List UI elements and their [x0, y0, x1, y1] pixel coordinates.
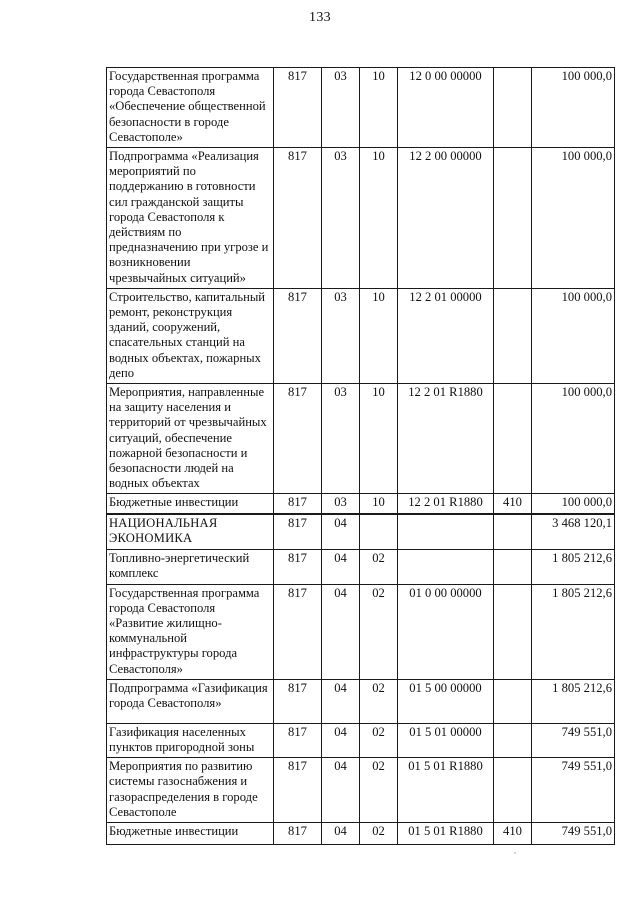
row-name: Бюджетные инвестиции [107, 494, 274, 514]
table-row [107, 823, 615, 845]
section-code: 03 [322, 68, 360, 148]
row-name: Подпрограмма «Газификация города Севастополя» [107, 679, 274, 723]
table-row [107, 68, 615, 148]
expense-type-code [494, 514, 532, 550]
target-article-code: 12 0 00 00000 [398, 68, 494, 148]
section-code: 03 [322, 494, 360, 514]
ministry-code: 817 [274, 68, 322, 148]
row-name: Мероприятия, направленные на защиту населения и территорий от чрезвычайных ситуаций, обеспечение пожарной безопасности и безопасности людей на водных объектах [107, 384, 274, 494]
expense-type-code [494, 384, 532, 494]
table-row [107, 384, 615, 494]
target-article-code: 12 2 00 00000 [398, 148, 494, 289]
subsection-code: 10 [360, 68, 398, 148]
target-article-code: 01 5 01 00000 [398, 723, 494, 757]
amount: 100 000,0 [532, 148, 615, 289]
target-article-code: 01 5 01 R1880 [398, 823, 494, 845]
target-article-code: 12 2 01 R1880 [398, 494, 494, 514]
amount: 100 000,0 [532, 288, 615, 383]
target-article-code: 12 2 01 00000 [398, 288, 494, 383]
subsection-code: 02 [360, 584, 398, 679]
ministry-code: 817 [274, 679, 322, 723]
target-article-code: 01 5 00 00000 [398, 679, 494, 723]
table-row [107, 550, 615, 584]
amount: 749 551,0 [532, 823, 615, 845]
amount: 1 805 212,6 [532, 679, 615, 723]
expense-type-code: 410 [494, 823, 532, 845]
amount: 749 551,0 [532, 723, 615, 757]
subsection-code: 02 [360, 550, 398, 584]
table-row [107, 584, 615, 679]
table-row [107, 679, 615, 723]
expense-type-code [494, 288, 532, 383]
row-name: Государственная программа города Севастополя «Обеспечение общественной безопасности в городе Севастополе» [107, 68, 274, 148]
expense-type-code [494, 550, 532, 584]
ministry-code: 817 [274, 823, 322, 845]
row-name: НАЦИОНАЛЬНАЯ ЭКОНОМИКА [107, 514, 274, 550]
budget-allocation-table [106, 67, 615, 845]
table-row [107, 288, 615, 383]
row-name: Топливно-энергетический комплекс [107, 550, 274, 584]
amount: 100 000,0 [532, 68, 615, 148]
table-row [107, 514, 615, 550]
row-name: Мероприятия по развитию системы газоснабжения и газораспределения в городе Севастополе [107, 758, 274, 823]
section-code: 04 [322, 723, 360, 757]
row-name: Государственная программа города Севастополя «Развитие жилищно-коммунальной инфраструктуры города Севастополя» [107, 584, 274, 679]
expense-type-code [494, 758, 532, 823]
section-code: 04 [322, 514, 360, 550]
row-name: Бюджетные инвестиции [107, 823, 274, 845]
expense-type-code: 410 [494, 494, 532, 514]
expense-type-code [494, 148, 532, 289]
row-name: Строительство, капитальный ремонт, реконструкция зданий, сооружений, спасательных станций на водных объектах, пожарных депо [107, 288, 274, 383]
amount: 100 000,0 [532, 384, 615, 494]
target-article-code: 01 5 01 R1880 [398, 758, 494, 823]
subsection-code: 10 [360, 384, 398, 494]
amount: 100 000,0 [532, 494, 615, 514]
subsection-code: 10 [360, 148, 398, 289]
table-row [107, 758, 615, 823]
subsection-code: 10 [360, 494, 398, 514]
amount: 1 805 212,6 [532, 584, 615, 679]
amount: 749 551,0 [532, 758, 615, 823]
subsection-code: 02 [360, 823, 398, 845]
subsection-code: 10 [360, 288, 398, 383]
section-code: 04 [322, 550, 360, 584]
expense-type-code [494, 68, 532, 148]
amount: 1 805 212,6 [532, 550, 615, 584]
ministry-code: 817 [274, 514, 322, 550]
ministry-code: 817 [274, 288, 322, 383]
section-code: 04 [322, 823, 360, 845]
expense-type-code [494, 584, 532, 679]
expense-type-code [494, 679, 532, 723]
row-name: Газификация населенных пунктов пригородной зоны [107, 723, 274, 757]
target-article-code [398, 550, 494, 584]
expense-type-code [494, 723, 532, 757]
subsection-code [360, 514, 398, 550]
section-code: 04 [322, 679, 360, 723]
section-code: 04 [322, 584, 360, 679]
ministry-code: 817 [274, 723, 322, 757]
section-code: 03 [322, 288, 360, 383]
table-row [107, 723, 615, 757]
row-name: Подпрограмма «Реализация мероприятий по поддержанию в готовности сил гражданской защиты города Севастополя к действиям по предназначению при угрозе и возникновении чрезвычайных ситуаций» [107, 148, 274, 289]
subsection-code: 02 [360, 758, 398, 823]
ministry-code: 817 [274, 584, 322, 679]
amount: 3 468 120,1 [532, 514, 615, 550]
section-code: 03 [322, 384, 360, 494]
ministry-code: 817 [274, 758, 322, 823]
scan-artifact [514, 852, 516, 854]
table-row [107, 148, 615, 289]
table-row [107, 494, 615, 514]
section-code: 04 [322, 758, 360, 823]
ministry-code: 817 [274, 494, 322, 514]
section-code: 03 [322, 148, 360, 289]
target-article-code: 12 2 01 R1880 [398, 384, 494, 494]
ministry-code: 817 [274, 384, 322, 494]
subsection-code: 02 [360, 679, 398, 723]
target-article-code [398, 514, 494, 550]
ministry-code: 817 [274, 550, 322, 584]
ministry-code: 817 [274, 148, 322, 289]
target-article-code: 01 0 00 00000 [398, 584, 494, 679]
subsection-code: 02 [360, 723, 398, 757]
page-number: 133 [309, 10, 331, 25]
